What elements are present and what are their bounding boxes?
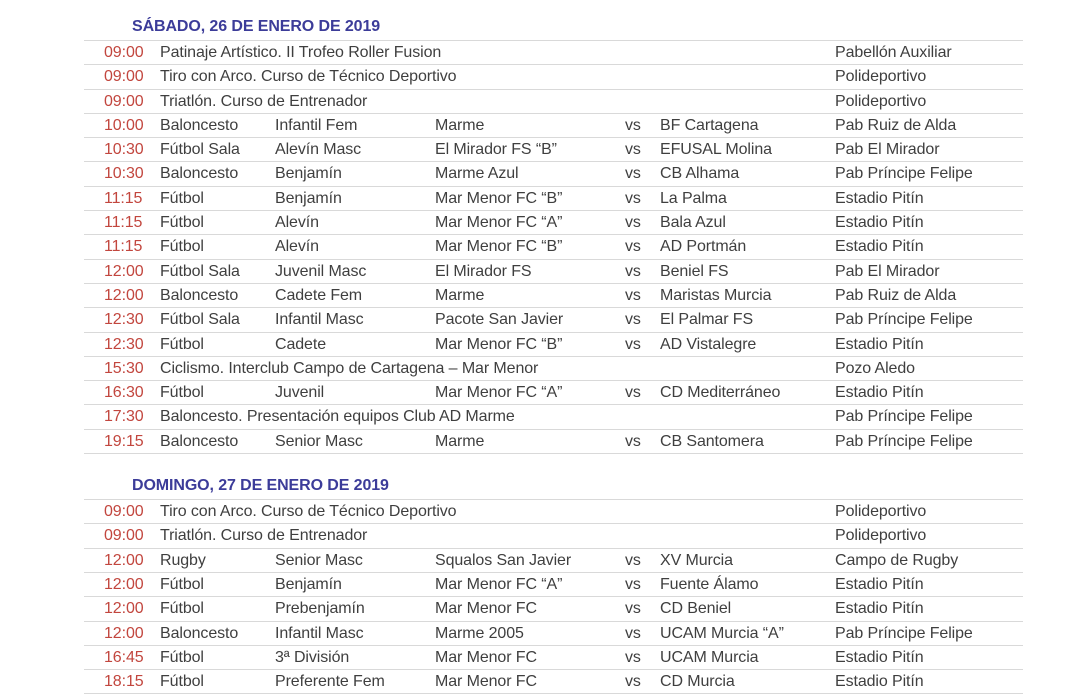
sport-cell: Fútbol bbox=[160, 335, 204, 353]
vs-label: vs bbox=[625, 214, 641, 232]
sport-cell: Baloncesto bbox=[160, 624, 239, 642]
category-cell: Benjamín bbox=[275, 575, 342, 593]
category-cell: Juvenil bbox=[275, 384, 325, 402]
venue-cell: Estadio Pitín bbox=[835, 214, 924, 232]
sport-cell: Rugby bbox=[160, 551, 206, 569]
day-section bbox=[84, 13, 1023, 454]
away-team-cell: CB Alhama bbox=[660, 165, 740, 183]
day-rows bbox=[84, 40, 1023, 454]
schedule-row bbox=[84, 234, 1023, 258]
venue-cell: Estadio Pitín bbox=[835, 238, 924, 256]
home-team-cell: Mar Menor FC “B” bbox=[435, 189, 563, 207]
away-team-cell: CB Santomera bbox=[660, 432, 764, 450]
category-cell: Cadete Fem bbox=[275, 286, 363, 304]
away-team-cell: Fuente Álamo bbox=[660, 575, 759, 593]
home-team-cell: Mar Menor FC bbox=[435, 648, 537, 666]
category-cell: Infantil Fem bbox=[275, 116, 358, 134]
away-team-cell: BF Cartagena bbox=[660, 116, 759, 134]
schedule-row bbox=[84, 89, 1023, 113]
vs-label: vs bbox=[625, 600, 641, 618]
category-cell: Prebenjamín bbox=[275, 600, 365, 618]
home-team-cell: Mar Menor FC bbox=[435, 600, 537, 618]
schedule-row bbox=[84, 64, 1023, 88]
time-cell: 12:00 bbox=[104, 575, 144, 593]
time-cell: 12:30 bbox=[104, 311, 144, 329]
event-description-cell: Tiro con Arco. Curso de Técnico Deportivo bbox=[160, 503, 457, 521]
home-team-cell: Mar Menor FC “B” bbox=[435, 335, 563, 353]
time-cell: 12:00 bbox=[104, 600, 144, 618]
venue-cell: Estadio Pitín bbox=[835, 384, 924, 402]
sport-cell: Fútbol bbox=[160, 238, 204, 256]
venue-cell: Estadio Pitín bbox=[835, 600, 924, 618]
time-cell: 09:00 bbox=[104, 503, 144, 521]
sport-cell: Fútbol bbox=[160, 384, 204, 402]
event-description-cell: Ciclismo. Interclub Campo de Cartagena – Mar Menor bbox=[160, 359, 539, 377]
schedule-document bbox=[84, 13, 1023, 694]
schedule-row bbox=[84, 259, 1023, 283]
home-team-cell: Pacote San Javier bbox=[435, 311, 564, 329]
event-description-cell: Patinaje Artístico. II Trofeo Roller Fusion bbox=[160, 44, 442, 61]
away-team-cell: Maristas Murcia bbox=[660, 286, 772, 304]
schedule-row bbox=[84, 499, 1023, 523]
home-team-cell: Mar Menor FC “A” bbox=[435, 384, 563, 402]
schedule-row bbox=[84, 356, 1023, 380]
event-description-cell: Tiro con Arco. Curso de Técnico Deportivo bbox=[160, 68, 457, 86]
home-team-cell: Mar Menor FC bbox=[435, 673, 537, 691]
schedule-row bbox=[84, 137, 1023, 161]
away-team-cell: CD Mediterráneo bbox=[660, 384, 781, 402]
vs-label: vs bbox=[625, 238, 641, 256]
vs-label: vs bbox=[625, 575, 641, 593]
away-team-cell: EFUSAL Molina bbox=[660, 141, 772, 159]
home-team-cell: Marme bbox=[435, 432, 485, 450]
venue-cell: Campo de Rugby bbox=[835, 551, 959, 569]
time-cell: 09:00 bbox=[104, 68, 144, 86]
schedule-row bbox=[84, 548, 1023, 572]
time-cell: 12:00 bbox=[104, 286, 144, 304]
category-cell: Cadete bbox=[275, 335, 326, 353]
venue-cell: Pab Príncipe Felipe bbox=[835, 624, 973, 642]
home-team-cell: Marme bbox=[435, 286, 485, 304]
schedule-row bbox=[84, 404, 1023, 428]
away-team-cell: AD Vistalegre bbox=[660, 335, 757, 353]
away-team-cell: El Palmar FS bbox=[660, 311, 754, 329]
vs-label: vs bbox=[625, 673, 641, 691]
schedule-row bbox=[84, 161, 1023, 185]
sport-cell: Fútbol bbox=[160, 600, 204, 618]
home-team-cell: Mar Menor FC “A” bbox=[435, 575, 563, 593]
day-section bbox=[84, 472, 1023, 694]
category-cell: Alevín bbox=[275, 214, 319, 232]
away-team-cell: La Palma bbox=[660, 189, 727, 207]
away-team-cell: UCAM Murcia “A” bbox=[660, 624, 784, 642]
venue-cell: Pab El Mirador bbox=[835, 262, 940, 280]
time-cell: 12:00 bbox=[104, 624, 144, 642]
schedule-row bbox=[84, 429, 1023, 453]
venue-cell: Pab Ruiz de Alda bbox=[835, 116, 957, 134]
sport-cell: Fútbol bbox=[160, 673, 204, 691]
home-team-cell: El Mirador FS “B” bbox=[435, 141, 557, 159]
vs-label: vs bbox=[625, 311, 641, 329]
time-cell: 10:30 bbox=[104, 141, 144, 159]
sport-cell: Fútbol Sala bbox=[160, 141, 240, 159]
time-cell: 12:00 bbox=[104, 262, 144, 280]
category-cell: Juvenil Masc bbox=[275, 262, 367, 280]
venue-cell: Polideportivo bbox=[835, 527, 927, 545]
venue-cell: Pab Príncipe Felipe bbox=[835, 408, 973, 426]
time-cell: 12:30 bbox=[104, 335, 144, 353]
vs-label: vs bbox=[625, 262, 641, 280]
vs-label: vs bbox=[625, 648, 641, 666]
vs-label: vs bbox=[625, 551, 641, 569]
time-cell: 19:15 bbox=[104, 432, 144, 450]
time-cell: 17:30 bbox=[104, 408, 144, 426]
schedule-row bbox=[84, 621, 1023, 645]
day-rows bbox=[84, 499, 1023, 694]
venue-cell: Polideportivo bbox=[835, 92, 927, 110]
sport-cell: Fútbol bbox=[160, 214, 204, 232]
category-cell: Senior Masc bbox=[275, 432, 363, 450]
home-team-cell: Mar Menor FC “B” bbox=[435, 238, 563, 256]
day-title: SÁBADO, 26 DE ENERO DE 2019 bbox=[132, 18, 381, 35]
venue-cell: Pab Príncipe Felipe bbox=[835, 432, 973, 450]
sport-cell: Baloncesto bbox=[160, 432, 239, 450]
home-team-cell: Marme bbox=[435, 116, 485, 134]
category-cell: Infantil Masc bbox=[275, 311, 364, 329]
away-team-cell: Beniel FS bbox=[660, 262, 729, 280]
sport-cell: Baloncesto bbox=[160, 286, 239, 304]
away-team-cell: Bala Azul bbox=[660, 214, 726, 232]
time-cell: 11:15 bbox=[104, 214, 143, 232]
vs-label: vs bbox=[625, 624, 641, 642]
day-title: DOMINGO, 27 DE ENERO DE 2019 bbox=[132, 477, 389, 495]
time-cell: 16:45 bbox=[104, 648, 144, 666]
venue-cell: Pab Ruiz de Alda bbox=[835, 286, 957, 304]
category-cell: Senior Masc bbox=[275, 551, 363, 569]
time-cell: 15:30 bbox=[104, 359, 144, 377]
schedule-row bbox=[84, 645, 1023, 669]
sport-cell: Fútbol bbox=[160, 648, 204, 666]
schedule-row bbox=[84, 596, 1023, 620]
away-team-cell: CD Beniel bbox=[660, 600, 732, 618]
venue-cell: Pabellón Auxiliar bbox=[835, 44, 952, 61]
time-cell: 10:30 bbox=[104, 165, 144, 183]
home-team-cell: Squalos San Javier bbox=[435, 551, 572, 569]
schedule-row bbox=[84, 40, 1023, 64]
vs-label: vs bbox=[625, 189, 641, 207]
category-cell: 3ª División bbox=[275, 648, 350, 666]
schedule-row bbox=[84, 523, 1023, 547]
venue-cell: Polideportivo bbox=[835, 68, 927, 86]
home-team-cell: Marme 2005 bbox=[435, 624, 524, 642]
sport-cell: Baloncesto bbox=[160, 116, 239, 134]
event-description-cell: Baloncesto. Presentación equipos Club AD Marme bbox=[160, 408, 515, 426]
time-cell: 11:15 bbox=[104, 189, 143, 207]
home-team-cell: El Mirador FS bbox=[435, 262, 532, 280]
schedule-row bbox=[84, 572, 1023, 596]
schedule-row bbox=[84, 210, 1023, 234]
category-cell: Benjamín bbox=[275, 189, 342, 207]
sport-cell: Fútbol Sala bbox=[160, 311, 240, 329]
category-cell: Alevín Masc bbox=[275, 141, 362, 159]
time-cell: 18:15 bbox=[104, 673, 144, 691]
schedule-row bbox=[84, 186, 1023, 210]
category-cell: Infantil Masc bbox=[275, 624, 364, 642]
venue-cell: Estadio Pitín bbox=[835, 673, 924, 691]
vs-label: vs bbox=[625, 432, 641, 450]
venue-cell: Pab Príncipe Felipe bbox=[835, 165, 973, 183]
sport-cell: Fútbol bbox=[160, 189, 204, 207]
home-team-cell: Marme Azul bbox=[435, 165, 519, 183]
away-team-cell: UCAM Murcia bbox=[660, 648, 759, 666]
time-cell: 11:15 bbox=[104, 238, 143, 256]
time-cell: 09:00 bbox=[104, 44, 144, 61]
sport-cell: Fútbol Sala bbox=[160, 262, 240, 280]
category-cell: Preferente Fem bbox=[275, 673, 385, 691]
schedule-row bbox=[84, 669, 1023, 693]
home-team-cell: Mar Menor FC “A” bbox=[435, 214, 563, 232]
schedule-row bbox=[84, 283, 1023, 307]
venue-cell: Estadio Pitín bbox=[835, 189, 924, 207]
venue-cell: Pab Príncipe Felipe bbox=[835, 311, 973, 329]
vs-label: vs bbox=[625, 141, 641, 159]
venue-cell: Pozo Aledo bbox=[835, 359, 915, 377]
category-cell: Alevín bbox=[275, 238, 319, 256]
away-team-cell: XV Murcia bbox=[660, 551, 733, 569]
category-cell: Benjamín bbox=[275, 165, 342, 183]
vs-label: vs bbox=[625, 286, 641, 304]
venue-cell: Pab El Mirador bbox=[835, 141, 940, 159]
time-cell: 09:00 bbox=[104, 92, 144, 110]
sport-cell: Fútbol bbox=[160, 575, 204, 593]
time-cell: 09:00 bbox=[104, 527, 144, 545]
venue-cell: Estadio Pitín bbox=[835, 648, 924, 666]
vs-label: vs bbox=[625, 384, 641, 402]
schedule-row bbox=[84, 332, 1023, 356]
schedule-row bbox=[84, 380, 1023, 404]
time-cell: 12:00 bbox=[104, 551, 144, 569]
vs-label: vs bbox=[625, 116, 641, 134]
time-cell: 16:30 bbox=[104, 384, 144, 402]
vs-label: vs bbox=[625, 335, 641, 353]
schedule-row bbox=[84, 307, 1023, 331]
event-description-cell: Triatlón. Curso de Entrenador bbox=[160, 527, 368, 545]
venue-cell: Estadio Pitín bbox=[835, 575, 924, 593]
venue-cell: Polideportivo bbox=[835, 503, 927, 521]
venue-cell: Estadio Pitín bbox=[835, 335, 924, 353]
vs-label: vs bbox=[625, 165, 641, 183]
time-cell: 10:00 bbox=[104, 116, 144, 134]
away-team-cell: CD Murcia bbox=[660, 673, 735, 691]
event-description-cell: Triatlón. Curso de Entrenador bbox=[160, 92, 368, 110]
away-team-cell: AD Portmán bbox=[660, 238, 747, 256]
sport-cell: Baloncesto bbox=[160, 165, 239, 183]
schedule-row bbox=[84, 113, 1023, 137]
